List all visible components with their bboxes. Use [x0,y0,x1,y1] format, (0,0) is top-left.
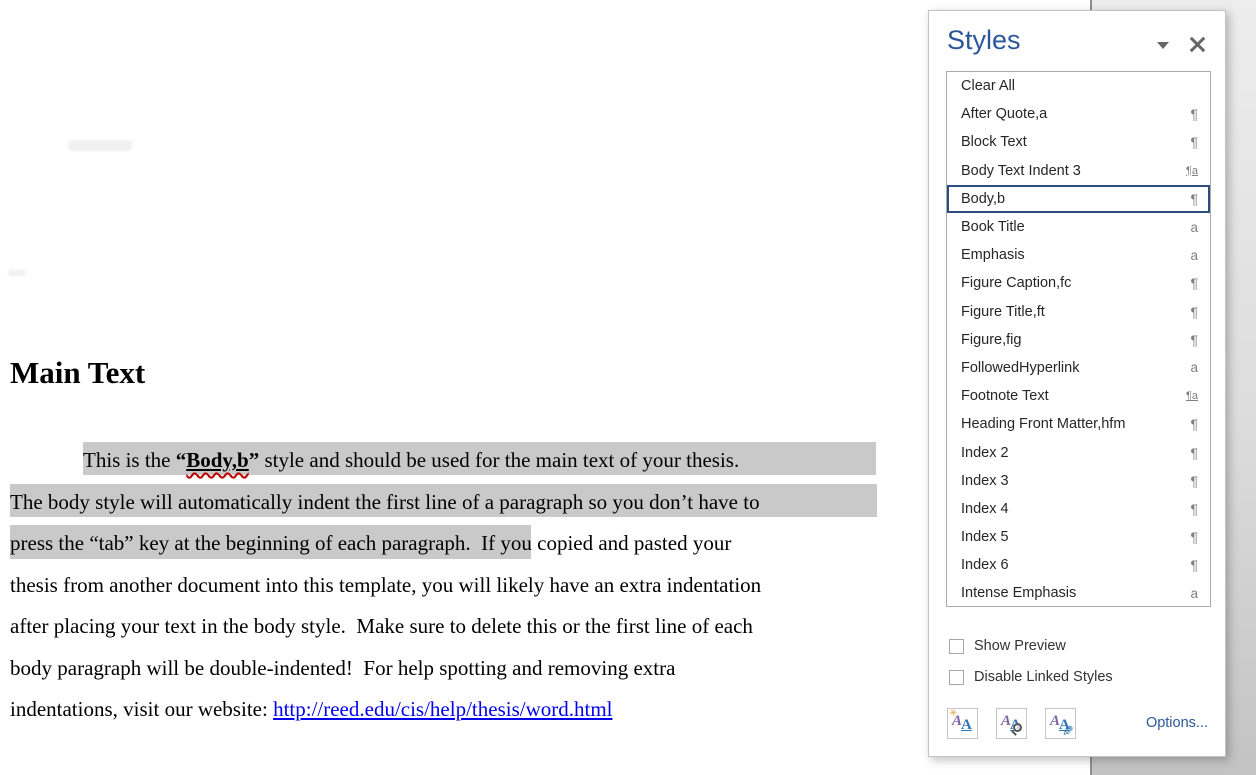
style-item-label: Block Text [961,134,1027,151]
style-item-label: Index 3 [961,472,1009,489]
styles-list [946,71,1211,607]
style-item-label: Index 4 [961,500,1009,517]
styles-pane-header [929,11,1225,71]
style-item-clear-all[interactable] [947,72,1210,100]
style-item-figure-fig[interactable] [947,326,1210,354]
magnifier-icon [1013,723,1022,732]
style-item-label: Figure,fig [961,331,1022,348]
faint-text-artifact [68,140,132,151]
style-inspector-icon [997,709,1026,738]
character-mark-icon: a [1190,585,1198,601]
chevron-down-icon[interactable] [1157,42,1169,49]
character-mark-icon: a [1190,360,1198,376]
style-item-label: Index 2 [961,444,1009,461]
options-link[interactable]: Options... [1145,715,1208,731]
style-item-book-title[interactable] [947,213,1210,241]
style-item-label: Figure Title,ft [961,303,1045,320]
style-item-heading-front-matter-hfm[interactable] [947,410,1210,438]
style-item-label: Emphasis [961,247,1025,264]
style-item-label: FollowedHyperlink [961,359,1080,376]
styles-pane-title: Styles [947,25,1021,55]
paragraph-mark-icon: ¶ [1190,416,1198,433]
style-item-label: Intense Emphasis [961,585,1077,602]
show-preview-checkbox[interactable] [949,638,1066,654]
style-item-label: Index 6 [961,557,1009,574]
disable-linked-styles-checkbox[interactable] [949,669,1113,685]
body-text: ” [248,448,260,472]
checkbox-icon[interactable] [949,639,964,654]
paragraph-mark-icon: ¶ [1190,529,1198,546]
body-line[interactable]: after placing your text in the body style. Make sure to delete this or the first line of each [10,614,753,638]
body-text: “ [175,448,187,472]
character-mark-icon: a [1190,219,1198,235]
styles-pane-toolbar [947,708,1076,739]
checkbox-label: Disable Linked Styles [974,669,1113,685]
body-text: If you copied and pasted your [470,531,732,555]
body-line[interactable] [10,440,895,482]
character-mark-icon: a [1190,247,1198,263]
hyperlink[interactable]: http://reed.edu/cis/help/thesis/word.html [273,697,613,721]
close-icon[interactable] [1189,36,1206,53]
body-text: style and should be used for the main text of your thesis. [259,448,740,472]
style-item-index-6[interactable] [947,551,1210,579]
faint-text-artifact [8,270,26,276]
style-item-index-4[interactable] [947,495,1210,523]
body-paragraph[interactable] [10,440,895,731]
body-text: indentations, visit our website: [10,697,274,721]
style-item-label: Index 5 [961,529,1009,546]
paragraph-mark-icon: ¶ [1190,444,1198,461]
style-item-label: Book Title [961,219,1025,236]
style-item-index-3[interactable] [947,467,1210,495]
styles-pane [928,10,1226,757]
paragraph-mark-icon: ¶ [1190,134,1198,151]
paragraph-mark-icon: ¶ [1190,557,1198,574]
paragraph-mark-icon: ¶ [1190,190,1198,207]
style-item-label: After Quote,a [961,106,1048,123]
style-item-label: Footnote Text [961,388,1049,405]
style-item-body-b[interactable] [947,185,1210,213]
paragraph-mark-icon: ¶ [1190,500,1198,517]
paragraph-mark-icon: ¶ [1190,303,1198,320]
style-item-body-text-indent-3[interactable] [947,157,1210,185]
style-item-followedhyperlink[interactable] [947,354,1210,382]
body-line[interactable] [10,523,895,565]
checkbox-label: Show Preview [974,638,1066,654]
checkbox-icon[interactable] [949,670,964,685]
new-style-button[interactable] [947,708,978,739]
style-inspector-button[interactable] [996,708,1027,739]
style-item-figure-caption-fc[interactable] [947,269,1210,297]
body-line[interactable]: thesis from another document into this template, you will likely have an extra indentation [10,572,762,597]
style-item-index-2[interactable] [947,438,1210,466]
linked-mark-icon: ¶a [1185,164,1198,177]
style-item-figure-title-ft[interactable] [947,298,1210,326]
paragraph-mark-icon: ¶ [1190,275,1198,292]
style-item-label: Figure Caption,fc [961,275,1072,292]
body-text: press the “tab” key at the beginning of each paragraph. [10,531,471,555]
page-title[interactable]: Main Text [10,355,146,390]
manage-styles-button[interactable] [1045,708,1076,739]
style-item-label: Body,b [961,190,1006,207]
style-item-label: Clear All [961,78,1015,95]
style-item-intense-emphasis[interactable] [947,579,1210,607]
body-line[interactable]: The body style will automatically indent the first line of a paragraph so you don’t have to [10,489,760,514]
body-line[interactable]: body paragraph will be double-indented! For help spotting and removing extra [10,655,676,680]
style-item-label: Heading Front Matter,hfm [961,416,1126,433]
paragraph-mark-icon: ¶ [1190,331,1198,348]
body-text: This is the [83,448,176,472]
paragraph-mark-icon: ¶ [1190,472,1198,489]
style-item-emphasis[interactable] [947,241,1210,269]
linked-mark-icon: ¶a [1185,390,1198,403]
paragraph-mark-icon: ¶ [1190,106,1198,123]
body-line[interactable] [10,689,895,731]
spellcheck-squiggle-term: Body,b [186,448,249,472]
style-item-footnote-text[interactable] [947,382,1210,410]
style-item-label: Body Text Indent 3 [961,162,1081,179]
style-item-block-text[interactable] [947,128,1210,156]
style-item-after-quote-a[interactable] [947,100,1210,128]
style-item-index-5[interactable] [947,523,1210,551]
